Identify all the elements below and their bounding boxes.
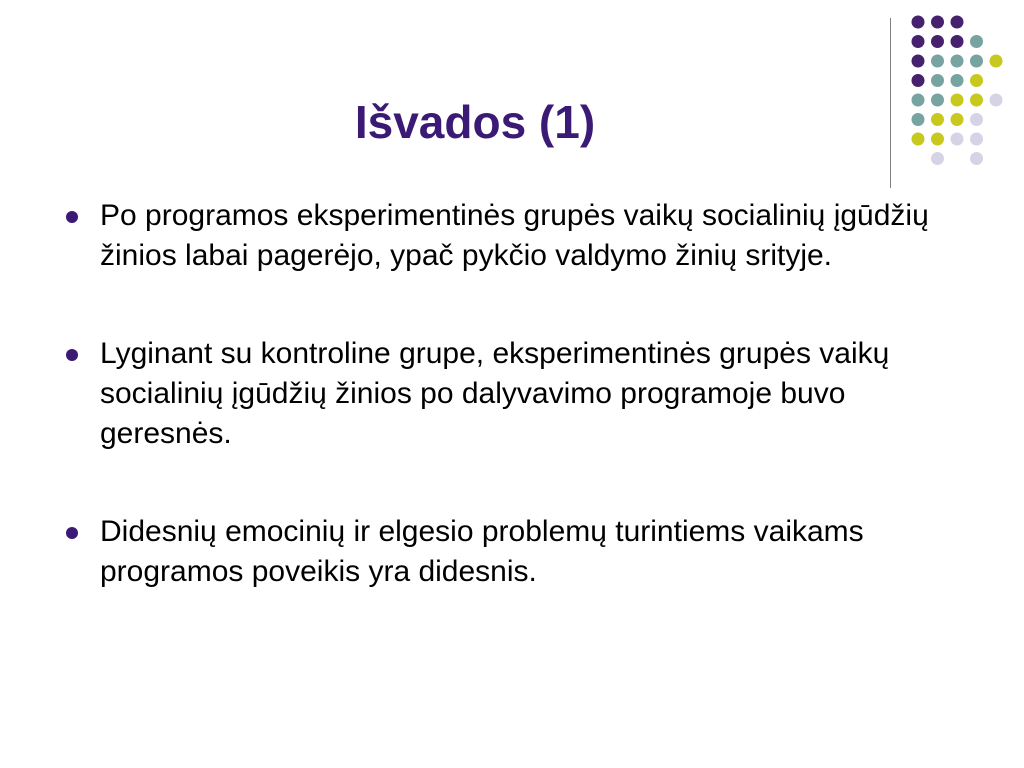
- decor-dot: [970, 94, 983, 107]
- decor-dot: [970, 35, 983, 48]
- decor-dot: [931, 16, 944, 29]
- decor-dot: [951, 133, 964, 146]
- decor-dot: [990, 94, 1003, 107]
- decor-dot: [970, 152, 983, 165]
- decor-dot: [990, 55, 1003, 68]
- decor-dot: [931, 152, 944, 165]
- decor-dot: [912, 35, 925, 48]
- decor-dot: [931, 35, 944, 48]
- bullet-text: Didesnių emocinių ir elgesio problemų turintiems vaikams programos poveikis yra didesnis.: [100, 515, 864, 588]
- decor-dot: [970, 55, 983, 68]
- bullet-dot-icon: [66, 349, 78, 361]
- bullet-text: Po programos eksperimentinės grupės vaikų socialinių įgūdžių žinios labai pagerėjo, ypač pykčio valdymo žinių srityje.: [100, 199, 929, 272]
- bullet-text: Lyginant su kontroline grupe, eksperimentinės grupės vaikų socialinių įgūdžių žinios po dalyvavimo programoje buvo geresnės.: [100, 337, 890, 450]
- decor-dot: [951, 55, 964, 68]
- decor-dot: [951, 16, 964, 29]
- bullet-item: [60, 512, 980, 592]
- decor-dot: [951, 35, 964, 48]
- decor-dot: [912, 74, 925, 87]
- bullet-dot-icon: [66, 527, 78, 539]
- decor-dot: [912, 16, 925, 29]
- slide-title: Išvados (1): [354, 96, 596, 148]
- decor-dot: [970, 74, 983, 87]
- decor-dot: [951, 113, 964, 126]
- decor-dot: [951, 74, 964, 87]
- decor-dot: [931, 74, 944, 87]
- decor-dot: [951, 94, 964, 107]
- bullet-item: [60, 196, 980, 276]
- bullet-dot-icon: [66, 211, 78, 223]
- decor-dot: [970, 133, 983, 146]
- decor-dot: [931, 55, 944, 68]
- bullet-item: [60, 334, 980, 454]
- decor-dot: [970, 113, 983, 126]
- decor-dot: [912, 55, 925, 68]
- bullet-list: [60, 196, 980, 650]
